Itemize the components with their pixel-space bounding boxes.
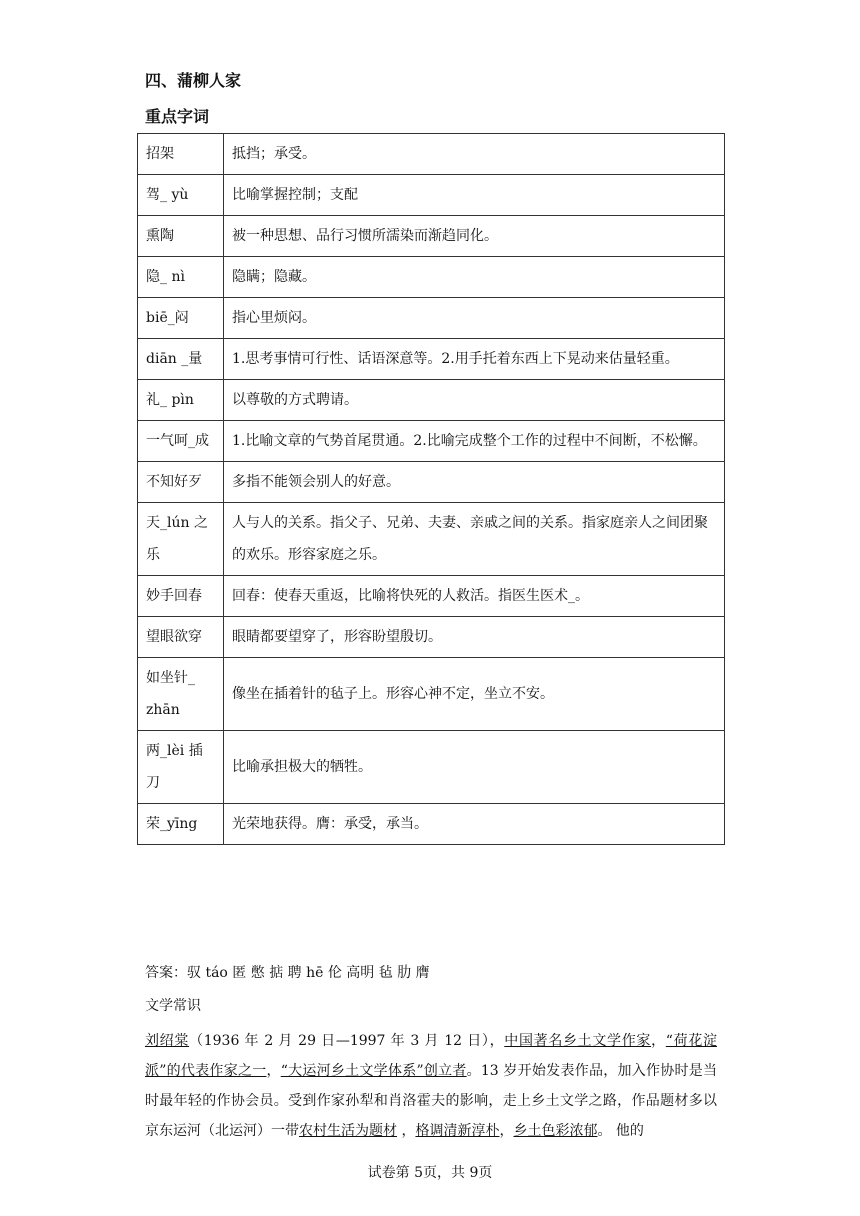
table-row: [138, 617, 725, 658]
table-row: [138, 804, 725, 845]
author-dates: （1936 年 2 月 29 日—1997 年 3 月 12 日），: [189, 1033, 505, 1049]
underlined-phrase: 乡土色彩浓郁: [513, 1123, 598, 1139]
vocab-meaning: 比喻承担极大的牺牲。: [224, 731, 725, 804]
text-run: ，: [499, 1123, 514, 1139]
page-footer: 试卷第 5页，共 9页: [367, 1165, 493, 1181]
vocab-meaning: 光荣地获得。膺：承受，承当。: [224, 804, 725, 845]
vocab-term: 隐_ nì: [138, 257, 224, 298]
underlined-phrase: 农村生活为题材: [299, 1123, 397, 1139]
vocab-term: 不知好歹: [138, 462, 224, 503]
vocab-table: [137, 133, 725, 845]
table-row: [138, 462, 725, 503]
vocab-term: 两_lèi 插刀: [138, 731, 224, 804]
vocab-meaning: 比喻掌握控制；支配: [224, 175, 725, 216]
vocab-term: 如坐针_ zhān: [138, 658, 224, 731]
vocab-term: 招架: [138, 134, 224, 175]
text-run: ，: [397, 1123, 416, 1139]
vocab-term: 驾_ yù: [138, 175, 224, 216]
vocab-meaning: 指心里烦闷。: [224, 298, 725, 339]
vocab-term: biē_闷: [138, 298, 224, 339]
vocab-term: 熏陶: [138, 216, 224, 257]
table-row: [138, 257, 725, 298]
table-row: [138, 298, 725, 339]
vocab-meaning: 多指不能领会别人的好意。: [224, 462, 725, 503]
vocab-meaning: 抵挡；承受。: [224, 134, 725, 175]
vocab-meaning: 人与人的关系。指父子、兄弟、夫妻、亲戚之间的关系。指家庭亲人之间团聚的欢乐。形容家庭之乐。: [224, 503, 725, 576]
text-run: 。 他的: [597, 1123, 644, 1139]
table-row: [138, 175, 725, 216]
vocab-meaning: 1.比喻文章的气势首尾贯通。2.比喻完成整个工作的过程中不间断，不松懈。: [224, 421, 725, 462]
vocab-meaning: 隐瞒；隐藏。: [224, 257, 725, 298]
vocab-meaning: 1.思考事情可行性、话语深意等。2.用手托着东西上下晃动来估量轻重。: [224, 339, 725, 380]
vocab-term: 一气呵_成: [138, 421, 224, 462]
table-row: [138, 134, 725, 175]
vocab-term: 天_lún 之乐: [138, 503, 224, 576]
table-row: [138, 421, 725, 462]
underlined-phrase: “荷花淀派”的代表作家之一: [145, 1033, 718, 1079]
section-title: 四、蒲柳人家: [145, 71, 242, 90]
table-row: [138, 380, 725, 421]
vocab-term: 望眼欲穿: [138, 617, 224, 658]
literature-title: 文学常识: [145, 998, 201, 1014]
table-row: [138, 658, 725, 731]
answer-line: 答案：驭 táo 匿 憋 掂 聘 hē 伦 高明 毡 肋 膺: [145, 965, 430, 981]
table-row: [138, 576, 725, 617]
author-name: 刘绍棠: [145, 1033, 190, 1049]
underlined-phrase: 中国著名乡土文学作家: [504, 1033, 652, 1049]
vocab-term: 礼_ pìn: [138, 380, 224, 421]
text-run: ，: [266, 1063, 281, 1079]
author-paragraph: [145, 1026, 717, 1146]
text-run: ，: [651, 1033, 666, 1049]
sub-title: 重点字词: [145, 107, 210, 126]
underlined-phrase: 格调清新淳朴: [415, 1123, 500, 1139]
vocab-meaning: 回春：使春天重返，比喻将快死的人救活。指医生医术_。: [224, 576, 725, 617]
vocab-meaning: 眼睛都要望穿了，形容盼望殷切。: [224, 617, 725, 658]
table-row: [138, 731, 725, 804]
vocab-term: 妙手回春: [138, 576, 224, 617]
text-run: 。13 岁开始发表作品，加入作协时是当时最年轻的作协会员。受到作家孙犁和肖洛霍夫的影响，走上乡土文学之路，作品题材多以京东运河（北运河）一带: [145, 1063, 717, 1139]
table-row: [138, 216, 725, 257]
underlined-phrase: “大运河乡土文学体系”创立者: [280, 1063, 467, 1079]
table-row: [138, 503, 725, 576]
table-row: [138, 339, 725, 380]
vocab-meaning: 像坐在插着针的毡子上。形容心神不定，坐立不安。: [224, 658, 725, 731]
vocab-meaning: 被一种思想、品行习惯所濡染而渐趋同化。: [224, 216, 725, 257]
vocab-meaning: 以尊敬的方式聘请。: [224, 380, 725, 421]
vocab-term: diān _量: [138, 339, 224, 380]
vocab-term: 荣_yīng: [138, 804, 224, 845]
